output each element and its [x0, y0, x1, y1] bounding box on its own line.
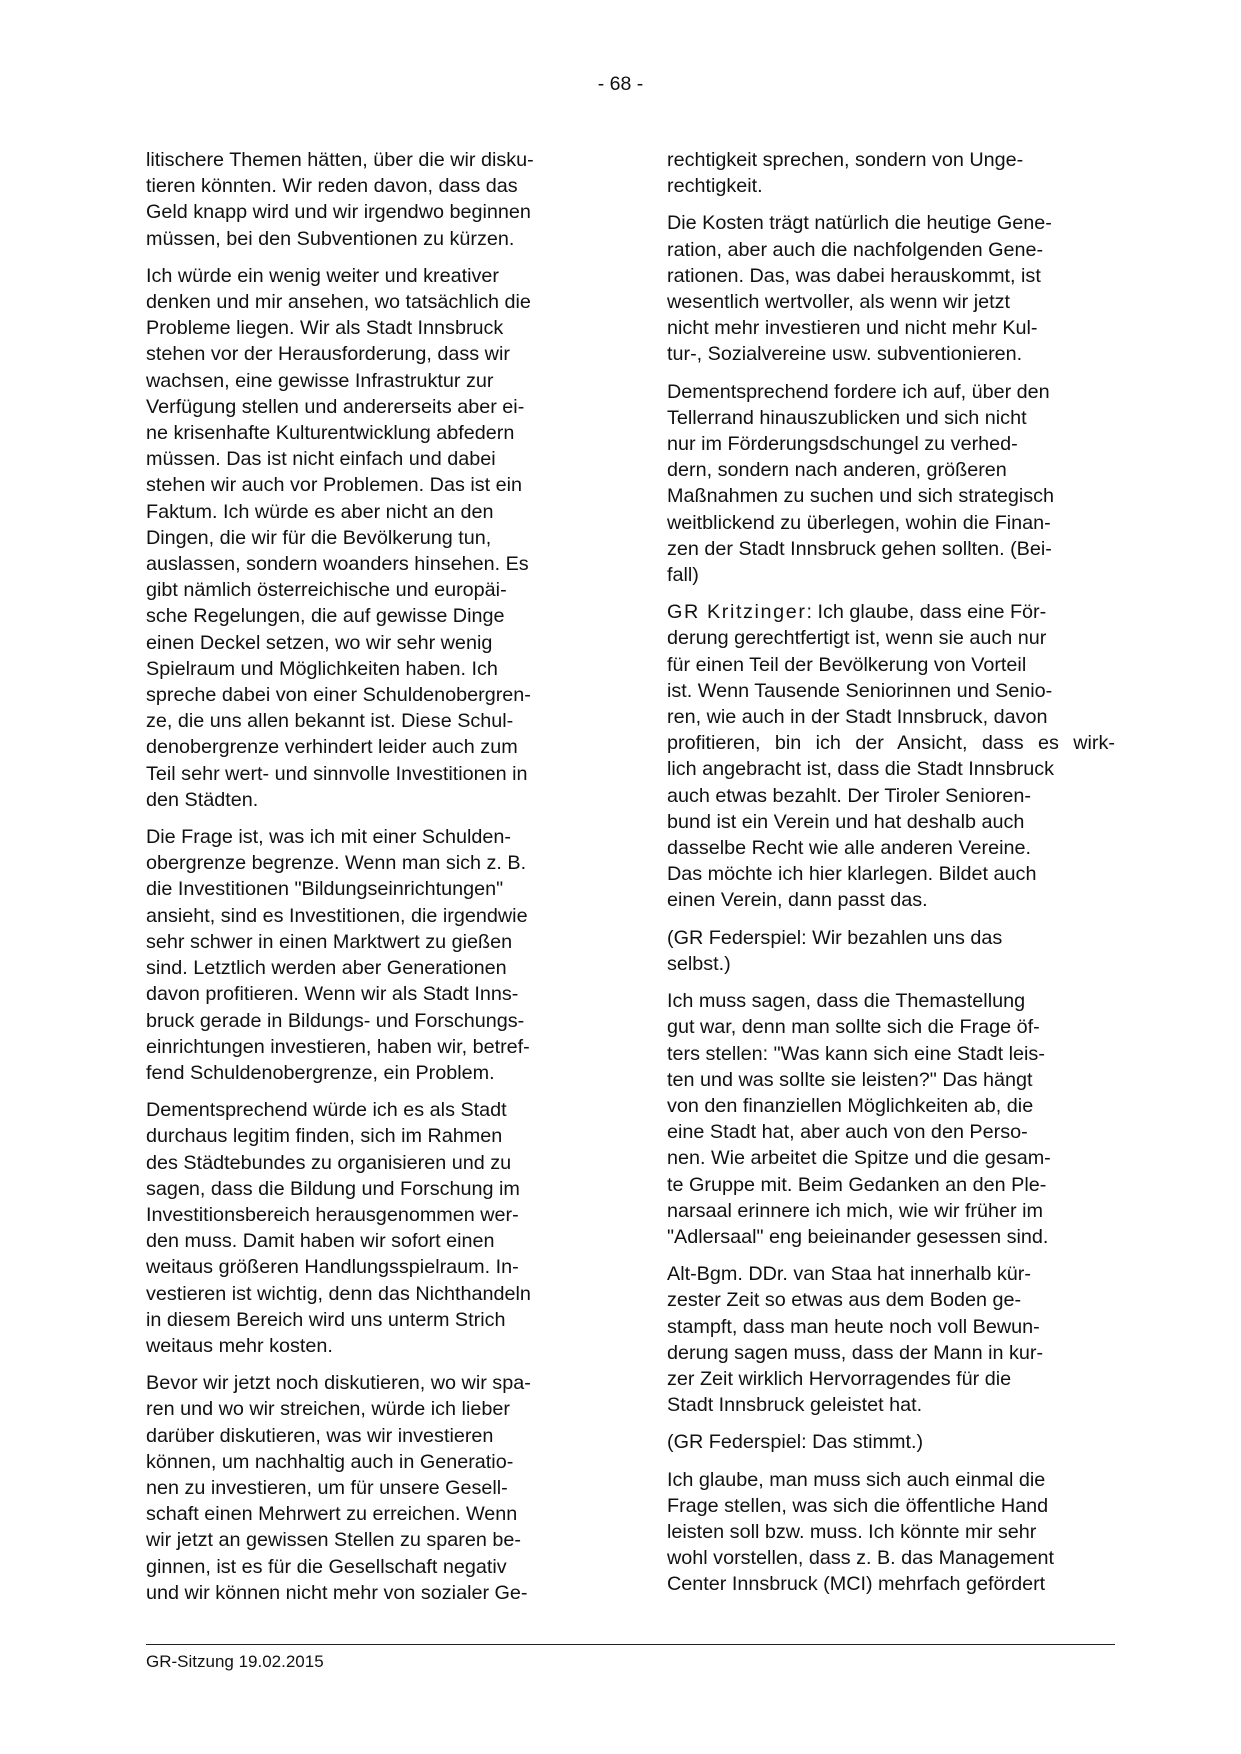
text-line: Ich glaube, man muss sich auch einmal die: [667, 1468, 1046, 1491]
text-line: nen zu investieren, um für unsere Gesell-: [146, 1476, 508, 1499]
paragraph: [146, 1097, 594, 1359]
text-line: den Städten.: [146, 788, 259, 811]
paragraph: [146, 824, 594, 1086]
text-line: ren, wie auch in der Stadt Innsbruck, davon: [667, 706, 1048, 729]
right-column: [667, 147, 1115, 1609]
text-line: Dementsprechend würde ich es als Stadt: [146, 1099, 507, 1122]
text-line: derung sagen muss, dass der Mann in kur-: [667, 1341, 1044, 1364]
page-number: - 68 -: [597, 73, 644, 95]
text-line: von den finanziellen Möglichkeiten ab, die: [667, 1094, 1034, 1117]
text-line: ration, aber auch die nachfolgenden Gene-: [667, 238, 1044, 261]
paragraph: [667, 210, 1115, 367]
text-line: gut war, denn man sollte sich die Frage öf-: [667, 1016, 1040, 1039]
text-line: darüber diskutieren, was wir investieren: [146, 1424, 494, 1447]
text-line: Die Kosten trägt natürlich die heutige Gene-: [667, 212, 1052, 235]
text-line: auch etwas bezahlt. Der Tiroler Senioren-: [667, 784, 1031, 807]
text-line: sehr schwer in einen Marktwert zu gießen: [146, 930, 513, 953]
text-line: wohl vorstellen, dass z. B. das Management: [667, 1547, 1055, 1570]
text-line: können, um nachhaltig auch in Generatio-: [146, 1450, 514, 1473]
text-line: bund ist ein Verein und hat deshalb auch: [667, 810, 1025, 833]
paragraph: [146, 147, 594, 252]
text-line: ze, die uns allen bekannt ist. Diese Schul-: [146, 710, 514, 733]
text-line: rationen. Das, was dabei herauskommt, ist: [667, 264, 1041, 287]
speaker-name: GR Kritzinger: [667, 601, 807, 624]
text-line: nur im Förderungsdschungel zu verhed-: [667, 433, 1018, 456]
text-line: nicht mehr investieren und nicht mehr Kul-: [667, 317, 1038, 340]
paragraph: [667, 147, 1115, 199]
text-line: litischere Themen hätten, über die wir disku-: [146, 149, 534, 171]
left-column: [146, 147, 594, 1617]
paragraph: [146, 1370, 594, 1606]
paragraph: [667, 1429, 1115, 1455]
text-line: weitaus größeren Handlungsspielraum. In-: [146, 1256, 519, 1279]
text-line: Probleme liegen. Wir als Stadt Innsbruck: [146, 317, 504, 340]
text-line: ten und was sollte sie leisten?" Das hängt: [667, 1068, 1033, 1091]
text-line: gibt nämlich österreichische und europäi-: [146, 579, 507, 602]
text-line: (GR Federspiel: Das stimmt.): [667, 1431, 924, 1454]
text-line: selbst.): [667, 952, 731, 975]
text-line: Tellerrand hinauszublicken und sich nicht: [667, 406, 1027, 429]
text-line: schaft einen Mehrwert zu erreichen. Wenn: [146, 1503, 518, 1526]
text-line: rechtigkeit sprechen, sondern von Unge-: [667, 149, 1024, 171]
text-line: müssen, bei den Subventionen zu kürzen.: [146, 227, 515, 250]
text-line: stehen wir auch vor Problemen. Das ist ein: [146, 474, 523, 497]
text-line: sche Regelungen, die auf gewisse Dinge: [146, 605, 505, 628]
text-line: Geld knapp wird und wir irgendwo beginnen: [146, 201, 531, 224]
paragraph: [667, 1467, 1115, 1598]
paragraph: [667, 599, 1115, 913]
text-line: rechtigkeit.: [667, 175, 763, 198]
text-line: narsaal erinnere ich mich, wie wir früher im: [667, 1199, 1043, 1222]
text-line: leisten soll bzw. muss. Ich könnte mir sehr: [667, 1520, 1037, 1543]
paragraph: [667, 1261, 1115, 1418]
text-line: den muss. Damit haben wir sofort einen: [146, 1230, 495, 1253]
text-line: ren und wo wir streichen, würde ich lieber: [146, 1398, 510, 1421]
text-line: lich angebracht ist, dass die Stadt Innsbruck: [667, 758, 1055, 781]
text-line: Faktum. Ich würde es aber nicht an den: [146, 500, 494, 523]
text-line: in diesem Bereich wird uns unterm Strich: [146, 1308, 506, 1331]
text-line: die Investitionen "Bildungseinrichtungen": [146, 878, 504, 901]
text-line: Verfügung stellen und andererseits aber ei-: [146, 395, 525, 418]
text-line: denobergrenze verhindert leider auch zum: [146, 736, 518, 759]
text-line: weitaus mehr kosten.: [146, 1334, 333, 1357]
text-line: sagen, dass die Bildung und Forschung im: [146, 1177, 520, 1200]
text-line: Bevor wir jetzt noch diskutieren, wo wir spa-: [146, 1372, 531, 1395]
text-line: ansieht, sind es Investitionen, die irgendwie: [146, 904, 528, 927]
text-line: Maßnahmen zu suchen und sich strategisch: [667, 485, 1055, 508]
text-line: Dingen, die wir für die Bevölkerung tun,: [146, 526, 492, 549]
text-line: davon profitieren. Wenn wir als Stadt Inns-: [146, 983, 519, 1006]
text-line: ginnen, ist es für die Gesellschaft negativ: [146, 1555, 507, 1578]
paragraph: [667, 988, 1115, 1250]
text-line: Stadt Innsbruck geleistet hat.: [667, 1394, 923, 1417]
text-line: des Städtebundes zu organisieren und zu: [146, 1151, 512, 1174]
text-line: zer Zeit wirklich Hervorragendes für die: [667, 1367, 1012, 1390]
text-line: "Adlersaal" eng beieinander gesessen sind.: [667, 1225, 1049, 1248]
text-line: Die Frage ist, was ich mit einer Schulden-: [146, 826, 511, 849]
text-line: Center Innsbruck (MCI) mehrfach gefördert: [667, 1573, 1046, 1596]
text-line: wir jetzt an gewissen Stellen zu sparen be-: [146, 1529, 521, 1552]
text-line: durchaus legitim finden, sich im Rahmen: [146, 1125, 503, 1148]
text-line: ist. Wenn Tausende Seniorinnen und Senio-: [667, 679, 1053, 702]
text-line: te Gruppe mit. Beim Gedanken an den Ple-: [667, 1173, 1047, 1196]
text-line: Frage stellen, was sich die öffentliche Hand: [667, 1494, 1049, 1517]
text-line: einrichtungen investieren, haben wir, betref-: [146, 1035, 530, 1058]
text-line: stampft, dass man heute noch voll Bewun-: [667, 1315, 1040, 1338]
text-line: denken und mir ansehen, wo tatsächlich die: [146, 291, 531, 314]
text-line: und wir können nicht mehr von sozialer Ge-: [146, 1581, 528, 1604]
text-line: zester Zeit so etwas aus dem Boden ge-: [667, 1289, 1022, 1312]
text-line: stehen vor der Herausforderung, dass wir: [146, 343, 510, 366]
text-line: Spielraum und Möglichkeiten haben. Ich: [146, 657, 498, 680]
paragraph: [667, 379, 1115, 589]
text-line: eine Stadt hat, aber auch von den Perso-: [667, 1121, 1028, 1144]
text-line: einen Deckel setzen, wo wir sehr wenig: [146, 631, 493, 654]
text-line: ne krisenhafte Kulturentwicklung abfedern: [146, 422, 515, 445]
text-line: Ich muss sagen, dass die Themastellung: [667, 990, 1026, 1013]
text-line: spreche dabei von einer Schuldenobergren-: [146, 684, 531, 707]
text-line: dasselbe Recht wie alle anderen Vereine.: [667, 837, 1031, 860]
text-line: sind. Letztlich werden aber Generationen: [146, 957, 507, 980]
text-line: GR Kritzinger: Ich glaube, dass eine För-: [667, 601, 1047, 624]
footer-session-date: GR-Sitzung 19.02.2015: [146, 1652, 324, 1671]
text-line: Dementsprechend fordere ich auf, über den: [667, 380, 1050, 403]
text-line: tieren könnten. Wir reden davon, dass das: [146, 175, 518, 198]
text-line: fall): [667, 564, 699, 587]
text-line: (GR Federspiel: Wir bezahlen uns das: [667, 926, 1003, 949]
text-line: obergrenze begrenze. Wenn man sich z. B.: [146, 852, 527, 875]
text-line: auslassen, sondern woanders hinsehen. Es: [146, 553, 529, 576]
text-line: bruck gerade in Bildungs- und Forschungs-: [146, 1009, 525, 1032]
text-line: weitblickend zu überlegen, wohin die Finan-: [667, 511, 1051, 534]
text-line: Teil sehr wert- und sinnvolle Investitionen in: [146, 762, 528, 785]
paragraph: [667, 925, 1115, 977]
text-line: wachsen, eine gewisse Infrastruktur zur: [146, 369, 494, 392]
text-line: Investitionsbereich herausgenommen wer-: [146, 1203, 519, 1226]
text-line: Das möchte ich hier klarlegen. Bildet auch: [667, 863, 1037, 886]
text-line: ters stellen: "Was kann sich eine Stadt leis-: [667, 1042, 1045, 1065]
text-line: Alt-Bgm. DDr. van Staa hat innerhalb kür-: [667, 1263, 1031, 1286]
paragraph: [146, 263, 594, 813]
text-line: Ich würde ein wenig weiter und kreativer: [146, 264, 499, 287]
text-line: vestieren ist wichtig, denn das Nichthandeln: [146, 1282, 531, 1305]
text-line: zen der Stadt Innsbruck gehen sollten. (Bei-: [667, 537, 1052, 560]
text-line: profitieren, bin ich der Ansicht, dass es wirk-: [667, 732, 1115, 755]
text-line: einen Verein, dann passt das.: [667, 889, 928, 912]
footer-divider: [146, 1644, 1115, 1645]
text-line: derung gerechtfertigt ist, wenn sie auch nur: [667, 627, 1047, 650]
text-line: wesentlich wertvoller, als wenn wir jetzt: [667, 291, 1011, 314]
text-line: tur-, Sozialvereine usw. subventionieren.: [667, 343, 1023, 366]
text-line: dern, sondern nach anderen, größeren: [667, 459, 1007, 482]
text-line: nen. Wie arbeitet die Spitze und die gesam-: [667, 1147, 1051, 1170]
text-line: für einen Teil der Bevölkerung von Vorteil: [667, 653, 1027, 676]
text-line: fend Schuldenobergrenze, ein Problem.: [146, 1061, 495, 1084]
text-line: müssen. Das ist nicht einfach und dabei: [146, 448, 496, 471]
